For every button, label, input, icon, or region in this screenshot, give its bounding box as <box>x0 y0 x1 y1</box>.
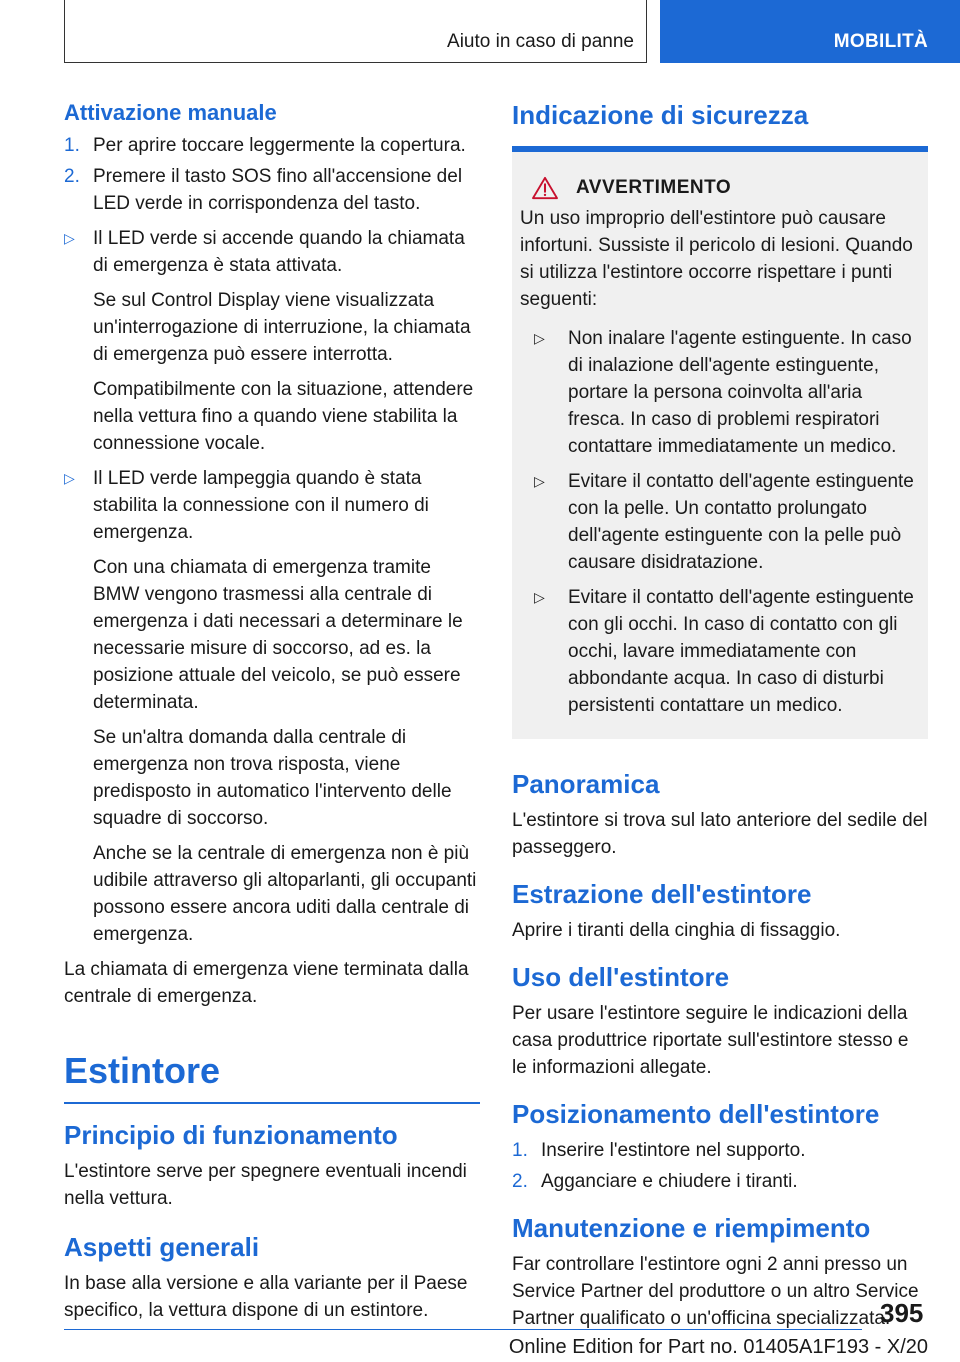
header-frame <box>64 0 647 63</box>
bullet-paragraph: Se un'altra domanda dalla centrale di emergenza non trova risposta, viene predisposto in automatico l'intervento delle squadre di soccorso. <box>93 727 452 829</box>
step-number: 1. <box>512 1140 528 1161</box>
general-heading: Aspetti generali <box>64 1232 260 1262</box>
page-number: 395 <box>880 1298 924 1328</box>
bullet-paragraph: Se sul Control Display viene visualizzata un'interrogazione di interruzione, la chiamata di emergenza può essere interrotta. <box>93 290 471 365</box>
step-text: Per aprire toccare leggermente la copertura. <box>93 135 466 156</box>
bullet-triangle-icon: ▷ <box>64 230 75 246</box>
bullet-text: Il LED verde si accende quando la chiamata di emergenza è stata attivata. <box>93 228 465 276</box>
bullet-triangle-icon: ▷ <box>64 470 75 486</box>
warning-intro: Un uso improprio dell'estintore può causare infortuni. Sussiste il pericolo di lesioni. Quando si utilizza l'estintore occorre rispettare i punti seguenti: <box>520 208 913 310</box>
general-text: In base alla versione e alla variante per il Paese specifico, la vettura dispone di un estintore. <box>64 1273 468 1321</box>
closing-paragraph: La chiamata di emergenza viene terminata dalla centrale di emergenza. <box>64 959 469 1007</box>
use-heading: Uso dell'estintore <box>512 962 730 992</box>
overview-heading: Panoramica <box>512 769 660 799</box>
list-item <box>64 465 480 546</box>
bullet-paragraph: Compatibilmente con la situazione, attendere nella vettura fino a quando viene stabilita la connessione vocale. <box>93 379 474 454</box>
bullet-triangle-icon: ▷ <box>534 589 545 605</box>
right-column <box>512 98 928 1340</box>
list-item <box>64 132 480 159</box>
warning-title: AVVERTIMENTO <box>576 177 732 198</box>
warning-item <box>520 325 920 460</box>
bullet-text: Il LED verde lampeggia quando è stata stabilita la connessione con il numero di emergenza. <box>93 468 429 543</box>
step-number: 2. <box>512 1171 528 1192</box>
bullet-paragraph: Anche se la centrale di emergenza non è più udibile attraverso gli altoparlanti, gli occupanti possono essere ancora uditi dalla centrale di emergenza. <box>93 843 477 945</box>
section-label: MOBILITÀ <box>833 31 928 52</box>
footer-divider <box>64 1329 862 1330</box>
warning-item-text: Evitare il contatto dell'agente estinguente con la pelle. Un contatto prolungato dell'agente estinguente con la pelle può causare disidratazione. <box>568 471 914 573</box>
step-text: Agganciare e chiudere i tiranti. <box>541 1171 798 1192</box>
removal-heading: Estrazione dell'estintore <box>512 879 812 909</box>
maintenance-text: Far controllare l'estintore ogni 2 anni presso un Service Partner del produttore o un altro Service Partner qualificato o un'officina specializzata. <box>512 1254 919 1329</box>
step-number: 1. <box>64 135 80 156</box>
step-text: Inserire l'estintore nel supporto. <box>541 1140 806 1161</box>
left-column <box>64 98 480 1332</box>
warning-item <box>520 584 920 719</box>
principle-text: L'estintore serve per spegnere eventuali incendi nella vettura. <box>64 1161 467 1209</box>
edition-note: Online Edition for Part no. 01405A1F193 - X/20 <box>508 1336 928 1358</box>
bullet-paragraph: Con una chiamata di emergenza tramite BMW vengono trasmessi alla centrale di emergenza i dati necessari a determinare le necessarie misure di soccorso, ad es. la posizione attuale del veicolo, se può essere determinata. <box>93 557 463 713</box>
positioning-heading: Posizionamento dell'estintore <box>512 1099 880 1129</box>
warning-triangle-icon <box>530 176 560 200</box>
bullet-triangle-icon: ▷ <box>534 473 545 489</box>
maintenance-heading: Manutenzione e riempimento <box>512 1213 871 1243</box>
removal-text: Aprire i tiranti della cinghia di fissaggio. <box>512 920 841 941</box>
list-item <box>512 1137 928 1164</box>
extinguisher-chapter-title: Estintore <box>64 1050 221 1091</box>
list-item <box>64 225 480 279</box>
chapter-title: Aiuto in caso di panne <box>447 31 634 52</box>
section-tab <box>660 0 960 63</box>
step-number: 2. <box>64 166 80 187</box>
warning-item <box>520 468 920 576</box>
use-text: Per usare l'estintore seguire le indicazioni della casa produttrice riportate sull'estintore stesso e le informazioni allegate. <box>512 1003 909 1078</box>
bullet-triangle-icon: ▷ <box>534 330 545 346</box>
list-item <box>512 1168 928 1195</box>
principle-heading: Principio di funzionamento <box>64 1120 398 1150</box>
warning-item-text: Non inalare l'agente estinguente. In caso di inalazione dell'agente estinguente, portare la persona coinvolta all'aria fresca. In caso di problemi respiratori contattare immediatamente un medico. <box>568 328 912 457</box>
warning-header <box>520 152 920 201</box>
list-item <box>64 163 480 217</box>
step-text: Premere il tasto SOS fino all'accensione del LED verde in corrispondenza del tasto. <box>93 166 463 214</box>
manual-activation-heading: Attivazione manuale <box>64 100 277 125</box>
chapter-divider <box>64 1102 480 1104</box>
warning-box <box>512 146 928 739</box>
safety-heading: Indicazione di sicurezza <box>512 100 809 130</box>
warning-item-text: Evitare il contatto dell'agente estinguente con gli occhi. In caso di contatto con gli occhi, lavare immediatamente con abbondante acqua. In caso di disturbi persistenti contattare un medico. <box>568 587 914 716</box>
overview-text: L'estintore si trova sul lato anteriore del sedile del passeggero. <box>512 810 928 858</box>
